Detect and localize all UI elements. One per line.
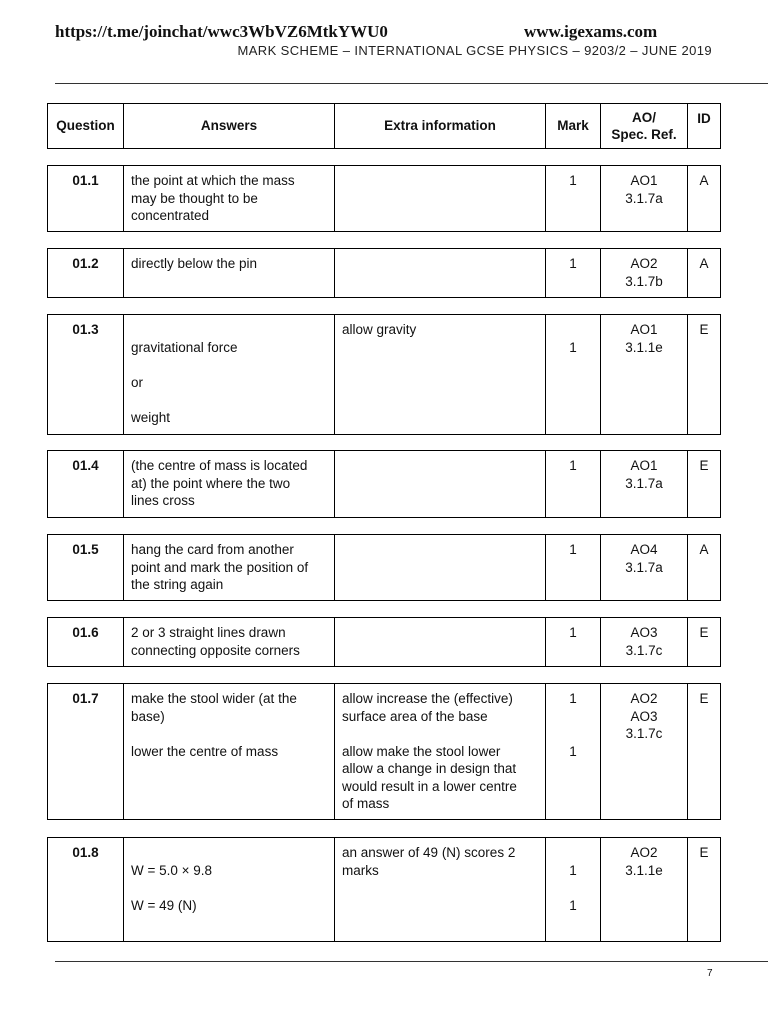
ao-spec-cell-line: AO1 [630,322,658,337]
answer-cell-line: point and mark the position of [131,559,309,575]
extra-info-cell [335,249,546,298]
question-number: 01.8 [48,838,124,942]
extra-info-cell-line: an answer of 49 (N) scores 2 [342,845,516,860]
answer-cell-line [131,391,327,409]
ao-spec-cell [601,249,688,298]
answer-cell-line: or [131,374,144,390]
extra-info-cell-line [342,457,538,475]
ao-spec-cell-line: 3.1.1e [625,862,663,878]
mark-cell-line [553,879,593,897]
question-row [47,837,721,942]
extra-info-cell [335,838,546,942]
answer-cell-line: 2 or 3 straight lines drawn [131,625,286,640]
question-row [47,450,721,518]
id-cell: A [688,535,721,601]
answer-cell-line: make the stool wider (at the [131,691,297,706]
answer-cell-line: may be thought to be [131,190,258,206]
answer-cell-line: lower the centre of mass [131,743,279,759]
mark-cell-line [553,844,593,862]
id-cell: E [688,838,721,942]
ao-spec-cell-line: AO1 [630,173,658,188]
header-question: Question [48,104,124,149]
answer-cell [124,535,335,601]
header-link: https://t.me/joinchat/wwc3WbVZ6MtkYWU0 [55,22,388,41]
extra-info-cell-line: marks [342,862,379,878]
question-number: 01.5 [48,535,124,601]
extra-info-cell-line: surface area of the base [342,708,488,724]
question-row [47,248,721,298]
mark-cell-line: 1 [569,458,577,473]
answer-cell-line: concentrated [131,208,210,223]
extra-info-cell-line: would result in a lower centre [342,778,517,794]
extra-info-cell-line [342,624,538,642]
extra-info-cell-line: allow make the stool lower [342,743,501,759]
answer-cell-line [131,356,327,374]
document-subtitle: MARK SCHEME – INTERNATIONAL GCSE PHYSICS – 9203/2 – JUNE 2019 [237,43,712,58]
id-cell: E [688,451,721,518]
header-rule [55,83,768,84]
answer-cell-line: W = 5.0 × 9.8 [131,862,213,878]
id-cell: A [688,166,721,232]
mark-cell-line [553,708,593,726]
ao-spec-cell [601,684,688,820]
mark-cell [546,618,601,667]
extra-info-cell-line [342,725,538,743]
extra-info-cell [335,166,546,232]
answer-cell-line: at) the point where the two [131,475,291,491]
ao-spec-cell-line: AO3 [630,708,658,724]
header-extra-information: Extra information [335,104,546,149]
mark-cell-line: 1 [569,862,577,878]
answer-cell-line [131,879,327,897]
answer-cell [124,315,335,435]
answer-cell [124,166,335,232]
question-number: 01.7 [48,684,124,820]
ao-spec-cell [601,838,688,942]
ao-spec-cell [601,315,688,435]
extra-info-cell [335,451,546,518]
ao-spec-cell-line: 3.1.7b [625,273,663,289]
answer-cell [124,249,335,298]
ao-spec-cell-line: 3.1.7c [625,642,663,658]
answer-cell-line [131,725,327,743]
id-cell: E [688,315,721,435]
extra-info-cell [335,618,546,667]
ao-spec-cell-line: AO3 [630,625,658,640]
ao-spec-cell [601,618,688,667]
question-number: 01.4 [48,451,124,518]
header-ao-line2: Spec. Ref. [611,127,677,142]
extra-info-cell-line: allow gravity [342,322,417,337]
header-ao-spec-ref [601,104,688,149]
question-row [47,165,721,232]
id-cell: E [688,618,721,667]
header-mark: Mark [546,104,601,149]
question-row [47,314,721,435]
question-number: 01.3 [48,315,124,435]
question-row [47,617,721,667]
ao-spec-cell-line: AO2 [630,691,658,706]
extra-info-cell-line: of mass [342,796,390,811]
ao-spec-cell-line: AO2 [630,845,658,860]
ao-spec-cell-line: 3.1.7a [625,190,663,206]
answer-cell-line: lines cross [131,493,195,508]
extra-info-cell [335,684,546,820]
ao-spec-cell-line: AO2 [630,256,658,271]
question-number: 01.6 [48,618,124,667]
answer-cell-line: W = 49 (N) [131,897,197,913]
mark-cell [546,315,601,435]
ao-spec-cell [601,535,688,601]
question-row [47,683,721,820]
mark-cell [546,684,601,820]
answer-cell-line: hang the card from another [131,542,294,557]
answer-cell-line: the point at which the mass [131,173,295,188]
answer-cell-line: connecting opposite corners [131,642,300,658]
ao-spec-cell [601,451,688,518]
mark-cell [546,535,601,601]
answer-cell [124,451,335,518]
header-website: www.igexams.com [524,22,658,41]
extra-info-cell [335,535,546,601]
ao-spec-cell-line: AO1 [630,458,658,473]
mark-cell-line: 1 [569,743,577,759]
header-answers: Answers [124,104,335,149]
answer-cell-line: base) [131,708,165,724]
answer-cell-line: the string again [131,577,224,592]
extra-info-cell-line: allow increase the (effective) [342,691,513,706]
mark-cell-line [553,321,593,339]
footer-rule [55,961,768,962]
ao-spec-cell-line: 3.1.7a [625,475,663,491]
ao-spec-cell-line: 3.1.7c [625,726,663,741]
extra-info-cell-line [342,255,538,273]
mark-cell-line: 1 [569,897,577,913]
answer-cell-line: gravitational force [131,339,238,355]
answer-cell-line: directly below the pin [131,256,258,271]
ao-spec-cell-line: 3.1.7a [625,559,663,575]
ao-spec-cell-line: AO4 [630,542,658,557]
ao-spec-cell [601,166,688,232]
page-number: 7 [707,968,713,979]
mark-cell-line: 1 [569,256,577,271]
answer-cell-line: (the centre of mass is located [131,458,308,473]
ao-spec-cell-line: 3.1.1e [625,339,663,355]
id-cell: E [688,684,721,820]
answer-cell-line [131,321,327,339]
mark-cell [546,451,601,518]
extra-info-cell-line [342,541,538,559]
extra-info-cell [335,315,546,435]
mark-cell-line: 1 [569,625,577,640]
mark-cell [546,249,601,298]
id-cell: A [688,249,721,298]
mark-cell-line: 1 [569,691,577,706]
extra-info-cell-line [342,172,538,190]
mark-cell-line: 1 [569,173,577,188]
header-ao-line1: AO/ [631,109,656,125]
question-number: 01.1 [48,166,124,232]
mark-cell [546,166,601,232]
mark-cell-line: 1 [569,542,577,557]
mark-cell-line [553,725,593,743]
answer-cell [124,838,335,942]
answer-cell-line [131,844,327,862]
header-id: ID [688,104,721,149]
answer-cell [124,618,335,667]
question-row [47,534,721,601]
extra-info-cell-line: allow a change in design that [342,761,517,776]
question-number: 01.2 [48,249,124,298]
column-header-row [47,103,721,149]
mark-cell [546,838,601,942]
mark-cell-line: 1 [569,339,577,355]
answer-cell [124,684,335,820]
answer-cell-line: weight [131,409,171,425]
